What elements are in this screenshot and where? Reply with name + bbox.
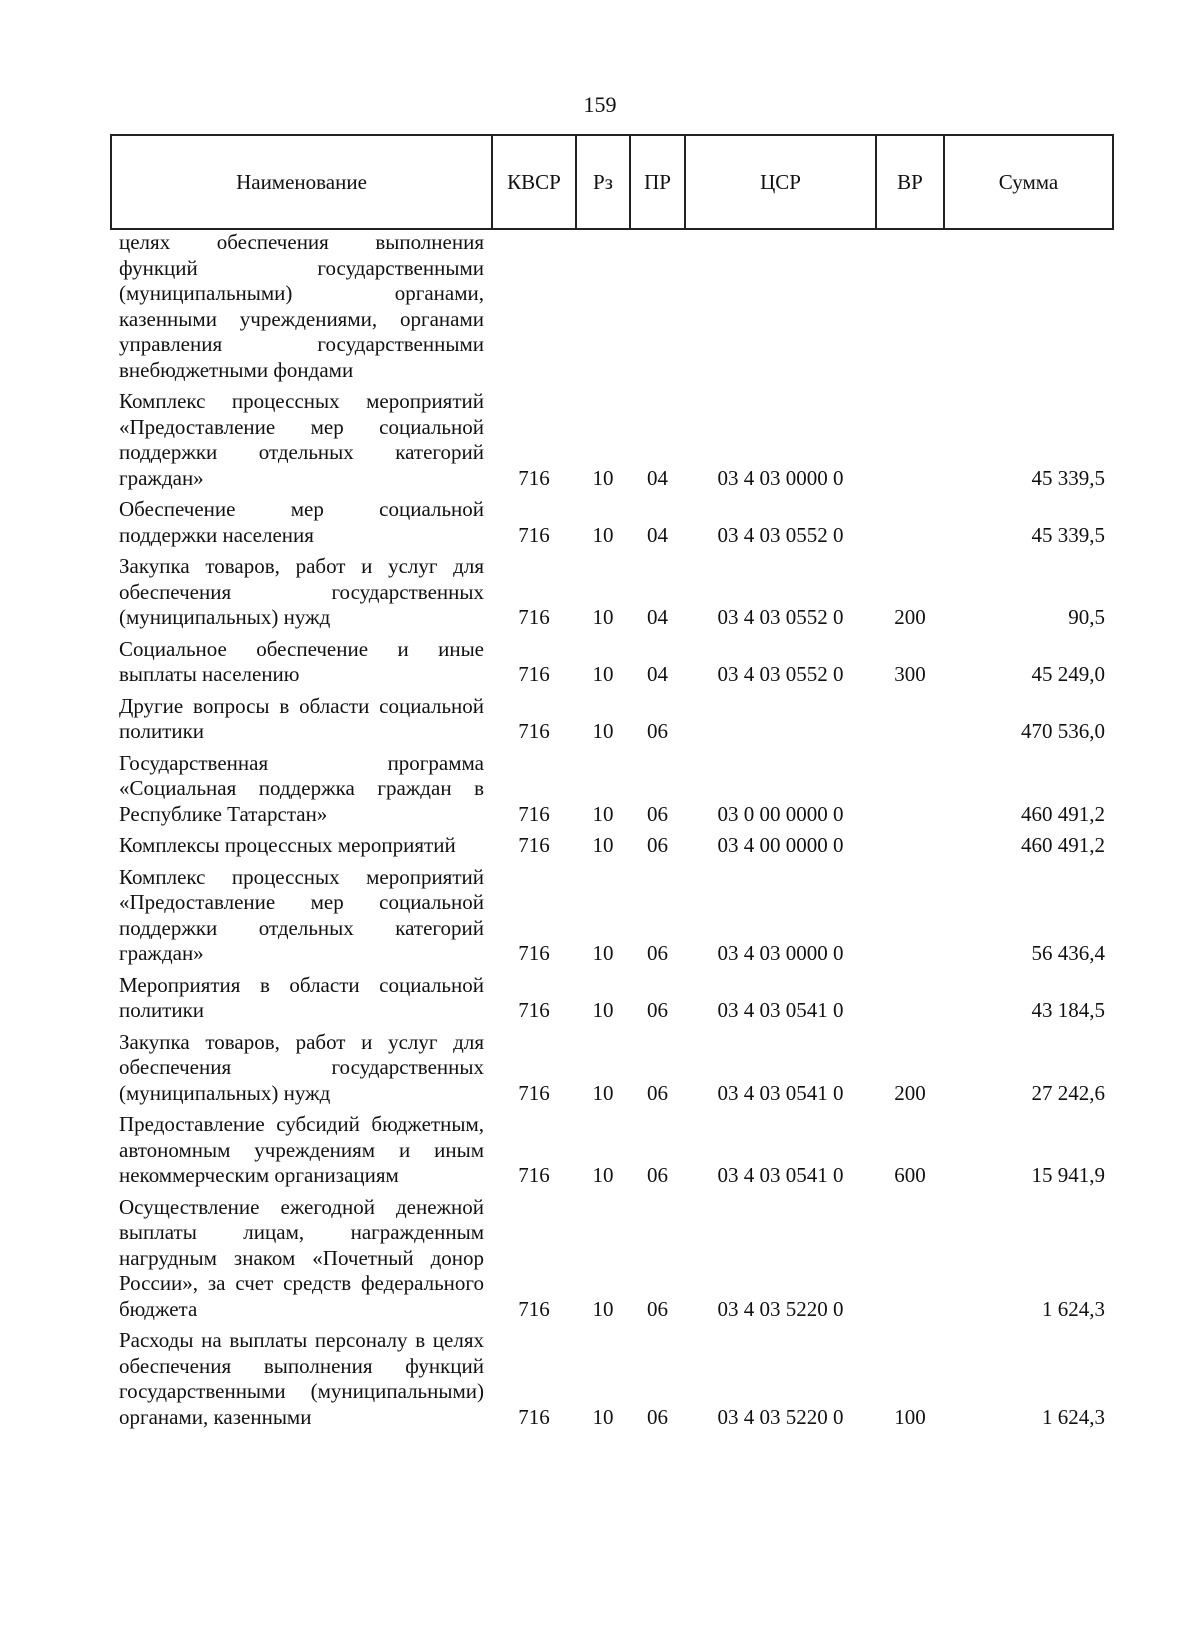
cell-kvsr: 716 bbox=[518, 1163, 550, 1187]
cell-kvsr: 716 bbox=[518, 465, 550, 490]
cell-sum: 43 184,5 bbox=[1031, 998, 1105, 1022]
table-row bbox=[111, 1030, 1113, 1113]
cell-csr: 03 4 03 5220 0 bbox=[717, 1404, 844, 1429]
cell-name: Государственная программа «Социальная поддержка граждан в Республике Татарстан» bbox=[119, 750, 484, 826]
table-row bbox=[111, 1112, 1113, 1195]
cell-vr bbox=[876, 694, 944, 751]
cell-pr: 06 bbox=[647, 1163, 668, 1187]
cell-vr bbox=[876, 389, 944, 497]
cell-rz: 10 bbox=[592, 1080, 614, 1105]
cell-rz: 10 bbox=[592, 605, 614, 629]
cell-vr bbox=[876, 1195, 944, 1329]
cell-pr: 06 bbox=[647, 801, 668, 826]
cell-kvsr: 716 bbox=[518, 1404, 550, 1429]
cell-name: Закупка товаров, работ и услуг для обеспечения государственных (муниципальных) нужд bbox=[119, 1029, 484, 1105]
cell-sum: 1 624,3 bbox=[1042, 1404, 1105, 1429]
cell-kvsr: 716 bbox=[518, 719, 550, 743]
cell-vr: 600 bbox=[894, 1163, 926, 1187]
cell-pr: 04 bbox=[647, 522, 668, 547]
table-header bbox=[111, 135, 1113, 229]
cell-sum: 90,5 bbox=[1068, 605, 1105, 629]
cell-pr bbox=[630, 229, 685, 389]
cell-rz: 10 bbox=[592, 801, 614, 826]
cell-kvsr: 716 bbox=[518, 662, 550, 686]
header-name: Наименование bbox=[111, 135, 492, 229]
cell-name: Мероприятия в области социальной политики bbox=[119, 972, 484, 1022]
cell-sum: 1 624,3 bbox=[1042, 1296, 1105, 1321]
cell-kvsr: 716 bbox=[518, 941, 550, 965]
cell-name: Предоставление субсидий бюджетным, автономным учреждениям и иным некоммерческим организациям bbox=[119, 1112, 484, 1187]
cell-rz: 10 bbox=[592, 1163, 614, 1187]
header-rz: Рз bbox=[576, 135, 630, 229]
cell-csr: 03 4 03 0000 0 bbox=[717, 941, 844, 965]
cell-rz: 10 bbox=[592, 1404, 614, 1429]
cell-rz: 10 bbox=[592, 465, 614, 490]
cell-vr bbox=[876, 833, 944, 865]
header-sum: Сумма bbox=[944, 135, 1113, 229]
cell-sum: 460 491,2 bbox=[1021, 801, 1105, 826]
cell-name: Закупка товаров, работ и услуг для обеспечения государственных (муниципальных) нужд bbox=[119, 554, 484, 629]
cell-rz: 10 bbox=[592, 833, 614, 857]
cell-csr: 03 4 03 0552 0 bbox=[717, 605, 844, 629]
table-row bbox=[111, 1195, 1113, 1329]
cell-rz: 10 bbox=[592, 662, 614, 686]
cell-vr: 100 bbox=[894, 1404, 926, 1429]
cell-sum: 470 536,0 bbox=[1021, 719, 1105, 743]
table-row bbox=[111, 865, 1113, 973]
cell-csr: 03 4 03 0541 0 bbox=[717, 1080, 844, 1105]
cell-sum: 15 941,9 bbox=[1031, 1163, 1105, 1187]
cell-rz: 10 bbox=[592, 522, 614, 547]
cell-csr: 03 4 03 0541 0 bbox=[717, 1163, 844, 1187]
budget-table bbox=[110, 134, 1114, 1436]
cell-kvsr bbox=[492, 229, 576, 389]
cell-name: Комплекс процессных мероприятий «Предоставление мер социальной поддержки отдельных категорий граждан» bbox=[119, 864, 484, 965]
table-row bbox=[111, 973, 1113, 1030]
table-row bbox=[111, 694, 1113, 751]
cell-pr: 06 bbox=[647, 719, 668, 743]
cell-name: Осуществление ежегодной денежной выплаты лицам, награжденным нагрудным знаком «Почетный донор России», за счет средств федерального бюджета bbox=[119, 1194, 484, 1321]
table-row bbox=[111, 229, 1113, 389]
cell-vr bbox=[876, 497, 944, 554]
cell-vr bbox=[876, 973, 944, 1030]
cell-pr: 04 bbox=[647, 465, 668, 490]
table-row bbox=[111, 833, 1113, 865]
table-row bbox=[111, 554, 1113, 637]
cell-csr: 03 4 00 0000 0 bbox=[717, 833, 844, 857]
cell-kvsr: 716 bbox=[518, 1296, 550, 1321]
cell-pr: 06 bbox=[647, 1080, 668, 1105]
cell-csr: 03 4 03 0552 0 bbox=[717, 522, 844, 547]
header-vr: ВР bbox=[876, 135, 944, 229]
header-kvsr: КВСР bbox=[492, 135, 576, 229]
cell-name: Комплексы процессных мероприятий bbox=[119, 833, 456, 857]
cell-pr: 04 bbox=[647, 605, 668, 629]
table-row bbox=[111, 497, 1113, 554]
cell-kvsr: 716 bbox=[518, 833, 550, 857]
cell-name: Расходы на выплаты персоналу в целях обеспечения выполнения функций государственными (муниципальными) органами, казенными bbox=[119, 1328, 484, 1429]
cell-name: Комплекс процессных мероприятий «Предоставление мер социальной поддержки отдельных категорий граждан» bbox=[119, 389, 484, 490]
header-csr: ЦСР bbox=[685, 135, 876, 229]
cell-csr bbox=[685, 229, 876, 389]
cell-name: Социальное обеспечение и иные выплаты населению bbox=[119, 636, 484, 686]
cell-vr: 300 bbox=[894, 662, 926, 686]
cell-rz: 10 bbox=[592, 719, 614, 743]
cell-rz: 10 bbox=[592, 998, 614, 1022]
table-row bbox=[111, 751, 1113, 834]
table-row bbox=[111, 1328, 1113, 1436]
table-body bbox=[111, 229, 1113, 1436]
cell-vr: 200 bbox=[894, 605, 926, 629]
cell-rz: 10 bbox=[592, 941, 614, 965]
cell-pr: 06 bbox=[647, 1296, 668, 1321]
table-row bbox=[111, 637, 1113, 694]
cell-kvsr: 716 bbox=[518, 1080, 550, 1105]
cell-name: Другие вопросы в области социальной политики bbox=[119, 693, 484, 743]
cell-pr: 06 bbox=[647, 941, 668, 965]
cell-sum: 45 339,5 bbox=[1031, 522, 1105, 547]
cell-csr: 03 4 03 0000 0 bbox=[717, 465, 844, 490]
cell-vr bbox=[876, 865, 944, 973]
cell-kvsr: 716 bbox=[518, 605, 550, 629]
cell-pr: 06 bbox=[647, 998, 668, 1022]
cell-kvsr: 716 bbox=[518, 998, 550, 1022]
cell-name: целях обеспечения выполнения функций государственными (муниципальными) органами, казенными учреждениями, органами управления государственными внебюджетными фондами bbox=[119, 230, 484, 382]
cell-pr: 06 bbox=[647, 833, 668, 857]
cell-sum: 27 242,6 bbox=[1031, 1080, 1105, 1105]
header-pr: ПР bbox=[630, 135, 685, 229]
cell-name: Обеспечение мер социальной поддержки населения bbox=[119, 497, 484, 547]
cell-csr: 03 4 03 0552 0 bbox=[717, 662, 844, 686]
cell-pr: 04 bbox=[647, 662, 668, 686]
cell-csr: 03 0 00 0000 0 bbox=[717, 801, 844, 826]
cell-sum: 45 249,0 bbox=[1031, 662, 1105, 686]
cell-rz bbox=[576, 229, 630, 389]
cell-csr: 03 4 03 5220 0 bbox=[717, 1296, 844, 1321]
page-number: 159 bbox=[583, 92, 617, 117]
cell-kvsr: 716 bbox=[518, 522, 550, 547]
cell-vr bbox=[876, 229, 944, 389]
cell-csr: 03 4 03 0541 0 bbox=[717, 998, 844, 1022]
cell-rz: 10 bbox=[592, 1296, 614, 1321]
cell-vr bbox=[876, 751, 944, 834]
cell-sum bbox=[944, 229, 1113, 389]
cell-sum: 45 339,5 bbox=[1031, 465, 1105, 490]
table-row bbox=[111, 389, 1113, 497]
cell-vr: 200 bbox=[894, 1080, 926, 1105]
cell-sum: 460 491,2 bbox=[1021, 833, 1105, 857]
cell-kvsr: 716 bbox=[518, 801, 550, 826]
cell-sum: 56 436,4 bbox=[1031, 941, 1105, 965]
cell-pr: 06 bbox=[647, 1404, 668, 1429]
cell-csr bbox=[685, 694, 876, 751]
